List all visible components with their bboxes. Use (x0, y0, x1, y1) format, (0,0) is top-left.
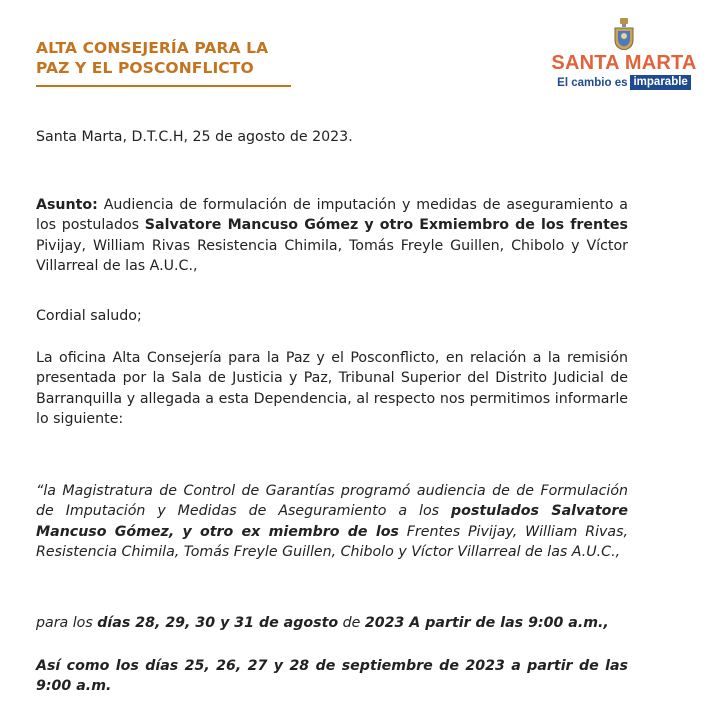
city-slogan (549, 75, 699, 90)
dates-august-t1: para los (36, 615, 98, 631)
dates-august-t2: de (338, 615, 365, 631)
dates-august-days: días 28, 29, 30 y 31 de agosto (97, 615, 339, 631)
subject-text-2: Pivijay, William Rivas Resistencia Chimila, Tomás Freyle Guillen, Chibolo y Víctor Villarreal de las A.U.C., (36, 237, 628, 275)
office-name-line-2: PAZ Y EL POSCONFLICTO (36, 59, 254, 77)
subject-bold-names: Salvatore Mancuso Gómez y otro Exmiembro de los frentes (144, 217, 628, 234)
subject-text-1: Audiencia de formulación de imputación y medidas de aseguramiento a los postulados (36, 197, 628, 234)
slogan-prefix: El cambio es (557, 76, 628, 89)
quote-bold-names: postulados Salvatore Mancuso Gómez, y otro ex miembro de los (36, 503, 628, 540)
letterhead-office (36, 38, 296, 87)
office-underline-rule (36, 85, 291, 87)
quote-text-1: “la Magistratura de Control de Garantías programó audiencia de de Formulación de Imputación y Medidas de Aseguramiento a los (36, 483, 628, 520)
dates-august (36, 613, 628, 633)
greeting: Cordial saludo; (36, 308, 142, 324)
quote-paragraph (36, 481, 628, 563)
quote-text-2: Frentes Pivijay, William Rivas, Resistencia Chimila, Tomás Freyle Guillen, Chibolo y Víctor Villarreal de las A.U.C., (36, 523, 629, 561)
city-crest-icon (613, 18, 635, 50)
office-name-line-1: ALTA CONSEJERÍA PARA LA (36, 39, 269, 57)
dates-august-time: 2023 A partir de las 9:00 a.m., (364, 615, 609, 631)
subject-paragraph (36, 195, 628, 277)
intro-paragraph: La oficina Alta Consejería para la Paz y el Posconflicto, en relación a la remisión presentada por la Sala de Justicia y Paz, Tribunal Superior del Distrito Judicial de Barranquilla y allegada a esta Dependencia, al respecto nos permitimos informarle lo siguiente: (36, 350, 628, 428)
letterhead-city-logo (549, 18, 699, 90)
slogan-badge: imparable (630, 75, 690, 90)
city-name: SANTA MARTA (551, 52, 697, 74)
place-date: Santa Marta, D.T.C.H, 25 de agosto de 2023. (36, 129, 353, 145)
dates-september: Así como los días 25, 26, 27 y 28 de septiembre de 2023 a partir de las 9:00 a.m. (36, 658, 628, 695)
subject-label: Asunto: (36, 197, 98, 213)
